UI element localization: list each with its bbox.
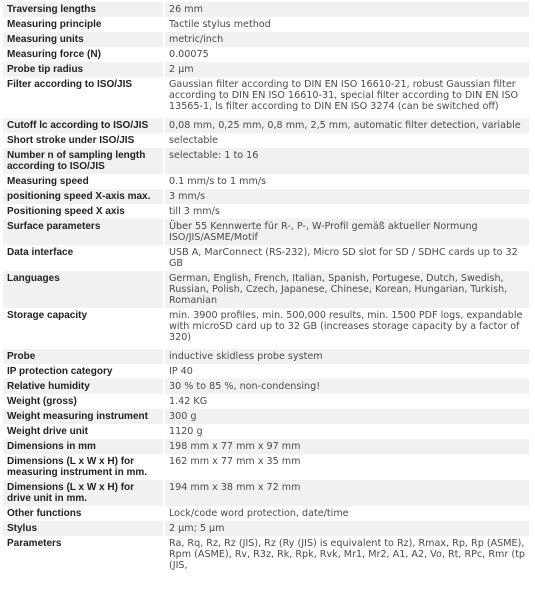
spec-row	[3, 204, 529, 219]
spec-label: Probe	[3, 349, 164, 364]
spec-value: till 3 mm/s	[164, 204, 529, 219]
spec-value: 0,08 mm, 0,25 mm, 0,8 mm, 2,5 mm, automatic filter detection, variable	[164, 118, 529, 133]
spec-value: Lock/code word protection, date/time	[164, 506, 529, 521]
spec-row	[3, 364, 529, 379]
spec-label: Cutoff lc according to ISO/JIS	[3, 118, 164, 133]
spec-value: 30 % to 85 %, non-condensing!	[164, 379, 529, 394]
spec-label: Surface parameters	[3, 219, 164, 245]
spec-label: Filter according to ISO/JIS	[3, 77, 164, 118]
spec-value: Über 55 Kennwerte für R-, P-, W-Profil gemäß aktueller Normung ISO/JIS/ASME/Motif	[164, 219, 529, 245]
spec-value: 162 mm x 77 mm x 35 mm	[164, 454, 529, 480]
spec-row	[3, 308, 529, 349]
spec-row	[3, 174, 529, 189]
spec-row	[3, 62, 529, 77]
spec-label: Measuring speed	[3, 174, 164, 189]
spec-value: 0.1 mm/s to 1 mm/s	[164, 174, 529, 189]
spec-label: Number n of sampling length according to ISO/JIS	[3, 148, 164, 174]
spec-value: 26 mm	[164, 2, 529, 17]
spec-row	[3, 219, 529, 245]
spec-row	[3, 506, 529, 521]
spec-row	[3, 2, 529, 17]
spec-label: Languages	[3, 271, 164, 308]
spec-table-body	[3, 2, 529, 573]
spec-value: 300 g	[164, 409, 529, 424]
spec-label: Stylus	[3, 521, 164, 536]
spec-value: 194 mm x 38 mm x 72 mm	[164, 480, 529, 506]
spec-label: Weight (gross)	[3, 394, 164, 409]
spec-row	[3, 379, 529, 394]
spec-label: Measuring principle	[3, 17, 164, 32]
spec-label: Short stroke under ISO/JIS	[3, 133, 164, 148]
spec-row	[3, 536, 529, 573]
spec-label: Measuring force (N)	[3, 47, 164, 62]
spec-value: 3 mm/s	[164, 189, 529, 204]
spec-row	[3, 409, 529, 424]
spec-row	[3, 189, 529, 204]
spec-row	[3, 521, 529, 536]
spec-value: 198 mm x 77 mm x 97 mm	[164, 439, 529, 454]
spec-value: min. 3900 profiles, min. 500,000 results, min. 1500 PDF logs, expandable with microSD card up to 32 GB (increases storage capacity by a factor of 320)	[164, 308, 529, 349]
spec-label: Positioning speed X axis	[3, 204, 164, 219]
spec-value: USB A, MarConnect (RS-232), Micro SD slot for SD / SDHC cards up to 32 GB	[164, 245, 529, 271]
spec-label: Relative humidity	[3, 379, 164, 394]
spec-row	[3, 394, 529, 409]
spec-value: Gaussian filter according to DIN EN ISO 16610-21, robust Gaussian filter according to DIN EN ISO 16610-31, special filter according to DIN EN ISO 13565-1, ls filter according to DIN EN ISO 3274 (can be switched off)	[164, 77, 529, 118]
spec-row	[3, 133, 529, 148]
spec-value: 1.42 KG	[164, 394, 529, 409]
spec-value: 0.00075	[164, 47, 529, 62]
spec-label: Traversing lengths	[3, 2, 164, 17]
spec-value: German, English, French, Italian, Spanish, Portugese, Dutch, Swedish, Russian, Polish, Czech, Japanese, Chinese, Korean, Hungarian, Turkish, Romanian	[164, 271, 529, 308]
spec-row	[3, 349, 529, 364]
spec-label: Parameters	[3, 536, 164, 573]
spec-row	[3, 271, 529, 308]
spec-label: Probe tip radius	[3, 62, 164, 77]
spec-value: Tactile stylus method	[164, 17, 529, 32]
spec-label: Storage capacity	[3, 308, 164, 349]
spec-label: Measuring units	[3, 32, 164, 47]
spec-label: Weight drive unit	[3, 424, 164, 439]
spec-row	[3, 47, 529, 62]
spec-value: selectable	[164, 133, 529, 148]
spec-row	[3, 424, 529, 439]
spec-label: Dimensions in mm	[3, 439, 164, 454]
spec-row	[3, 77, 529, 118]
spec-row	[3, 148, 529, 174]
spec-row	[3, 454, 529, 480]
spec-value: 2 µm; 5 µm	[164, 521, 529, 536]
spec-table	[3, 2, 529, 573]
spec-row	[3, 439, 529, 454]
spec-label: IP protection category	[3, 364, 164, 379]
spec-label: positioning speed X-axis max.	[3, 189, 164, 204]
spec-label: Data interface	[3, 245, 164, 271]
spec-label: Other functions	[3, 506, 164, 521]
spec-row	[3, 480, 529, 506]
spec-value: 1120 g	[164, 424, 529, 439]
spec-value: inductive skidless probe system	[164, 349, 529, 364]
spec-label: Dimensions (L x W x H) for measuring instrument in mm.	[3, 454, 164, 480]
spec-value: metric/inch	[164, 32, 529, 47]
spec-value: 2 µm	[164, 62, 529, 77]
spec-row	[3, 118, 529, 133]
spec-value: IP 40	[164, 364, 529, 379]
spec-value: selectable: 1 to 16	[164, 148, 529, 174]
spec-label: Dimensions (L x W x H) for drive unit in mm.	[3, 480, 164, 506]
spec-row	[3, 32, 529, 47]
spec-value: Ra, Rq, Rz, Rz (JIS), Rz (Ry (JIS) is equivalent to Rz), Rmax, Rp, Rp (ASME), Rpm (ASME), Rv, R3z, Rk, Rpk, Rvk, Mr1, Mr2, A1, A2, Vo, Rt, RPc, Rmr (tp (JIS,	[164, 536, 529, 573]
spec-label: Weight measuring instrument	[3, 409, 164, 424]
spec-row	[3, 17, 529, 32]
spec-row	[3, 245, 529, 271]
